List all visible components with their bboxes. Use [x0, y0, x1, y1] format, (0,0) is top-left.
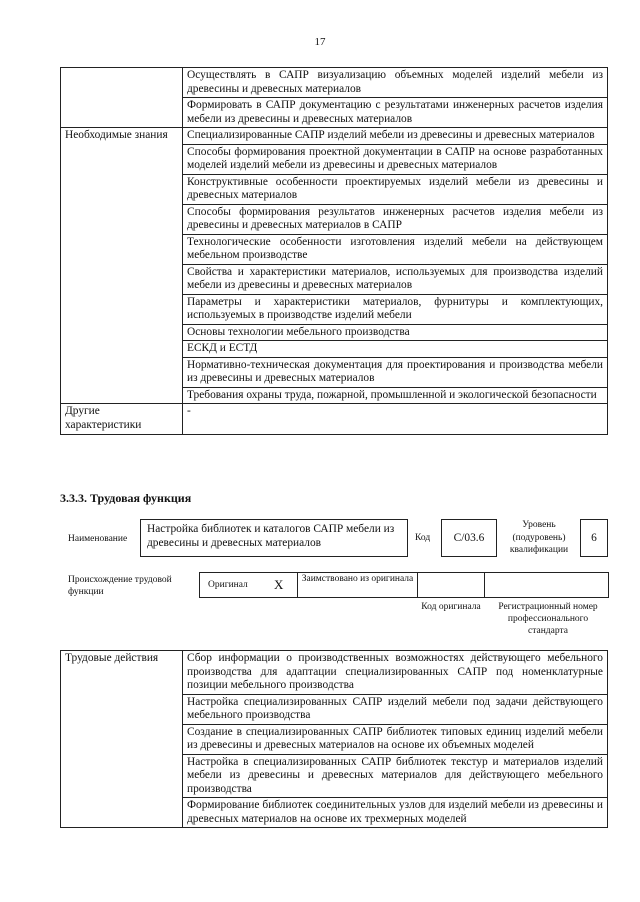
function-name-box	[140, 519, 408, 557]
borrowed-label: Заимствовано из оригинала	[301, 574, 414, 584]
row-label	[61, 68, 183, 128]
divider	[297, 572, 298, 598]
labor-actions-table	[60, 650, 608, 828]
table-cell: Формирование библиотек соединительных узлов для изделий мебели из древесины и древесных материалов на основе их трехмерных моделей	[183, 798, 608, 828]
level-label: Уровень (подуровень) квалификации	[509, 520, 569, 555]
row-label-actions: Трудовые действия	[61, 651, 183, 828]
table-cell: Технологические особенности изготовления изделий мебели на действующем мебельном производстве	[183, 234, 608, 264]
table-cell: Сбор информации о производственных возможностях действующего мебельного производства для адаптации специализированных САПР под номенклатурные позиции мебельного производства	[183, 651, 608, 695]
table-row	[61, 68, 608, 98]
name-label: Наименование	[68, 534, 128, 544]
code-value: C/03.6	[453, 532, 485, 544]
table-cell: ЕСКД и ЕСТД	[183, 341, 608, 358]
function-name: Настройка библиотек и каталогов САПР мебели из древесины и древесных материалов	[147, 523, 395, 549]
table-cell: Требования охраны труда, пожарной, промышленной и экологической безопасности	[183, 387, 608, 404]
table-cell: Свойства и характеристики материалов, используемых для производства изделий мебели из древесины и древесных материалов	[183, 264, 608, 294]
table-cell: Способы формирования результатов инженерных расчетов изделия мебели из древесины и древесных материалов в САПР	[183, 204, 608, 234]
level-box	[580, 519, 608, 557]
reg-number-caption: Регистрационный номер профессионального стандарта	[498, 602, 598, 636]
table-cell: -	[183, 404, 608, 435]
level-value: 6	[591, 532, 597, 544]
row-label-knowledge: Необходимые знания	[61, 128, 183, 404]
table-cell: Создание в специализированных САПР библиотек типовых единиц изделий мебели из древесины и древесных материалов на основе их объемных моделей	[183, 724, 608, 754]
table-row	[61, 404, 608, 435]
origin-label: Происхождение трудовой функции	[68, 575, 172, 597]
section-title: 3.3.3. Трудовая функция	[60, 491, 192, 505]
table-cell: Способы формирования проектной документации в САПР на основе разработанных моделей изделий мебели из древесины и древесных материалов	[183, 144, 608, 174]
divider	[484, 572, 485, 598]
table-cell: Специализированные САПР изделий мебели из древесины и древесных материалов	[183, 128, 608, 145]
table-cell: Осуществлять в САПР визуализацию объемных моделей изделий мебели из древесины и древесных материалов	[183, 68, 608, 98]
code-label: Код	[415, 533, 431, 543]
code-original-caption: Код оригинала	[421, 602, 481, 612]
skills-knowledge-table	[60, 67, 608, 435]
table-row	[61, 651, 608, 695]
page-number: 17	[314, 36, 326, 48]
row-label-other: Другие характеристики	[61, 404, 183, 435]
table-row	[61, 128, 608, 145]
table-cell: Основы технологии мебельного производства	[183, 324, 608, 341]
code-box	[441, 519, 497, 557]
original-label: Оригинал	[208, 580, 248, 590]
table-cell: Формировать в САПР документацию с результатами инженерных расчетов изделия мебели из древесины и древесных материалов	[183, 98, 608, 128]
original-mark: X	[274, 577, 284, 592]
table-cell: Настройка специализированных САПР изделий мебели под задачи действующего мебельного производства	[183, 694, 608, 724]
origin-row	[199, 572, 609, 598]
table-cell: Параметры и характеристики материалов, фурнитуры и комплектующих, используемых в производстве изделий мебели	[183, 294, 608, 324]
table-cell: Нормативно-техническая документация для проектирования и производства мебели из древесины и древесных материалов	[183, 357, 608, 387]
divider	[417, 572, 418, 598]
table-cell: Настройка в специализированных САПР библиотек текстур и материалов изделий мебели из древесины и древесных материалов для действующего мебельного производства	[183, 754, 608, 798]
table-cell: Конструктивные особенности проектируемых изделий мебели из древесины и древесных материалов	[183, 174, 608, 204]
